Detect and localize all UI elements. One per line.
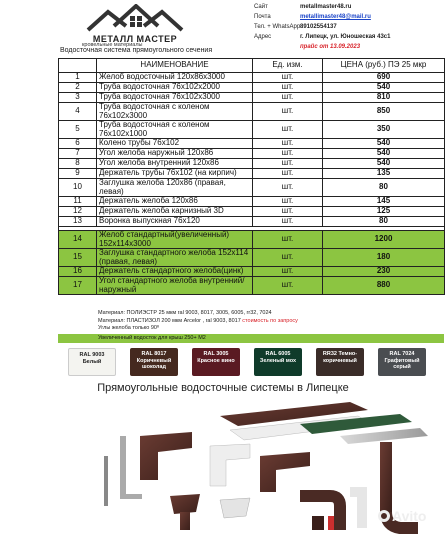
swatch-name: Коричневый шоколад — [136, 357, 172, 370]
color-swatch — [254, 348, 302, 376]
color-swatch — [68, 348, 116, 376]
row-unit: шт. — [253, 207, 323, 217]
swatch-code: RAL 7024 — [389, 351, 415, 357]
phone-number[interactable]: 89102554137 — [300, 24, 337, 30]
note-angles: Углы желоба только 90º — [98, 325, 159, 331]
row-name: Труба водосточная с коленом 76х102х3000 — [97, 103, 253, 121]
table-row — [59, 249, 445, 267]
row-price: 540 — [323, 149, 445, 159]
table-header-row — [59, 59, 445, 73]
price-date — [254, 44, 444, 54]
row-number: 11 — [59, 197, 97, 207]
row-unit: шт. — [253, 121, 323, 139]
row-name: Колено трубы 76х102 — [97, 139, 253, 149]
swatch-code: RAL 9003 — [79, 352, 105, 358]
brand-tagline: кровельные материалы — [82, 42, 143, 48]
row-number: 4 — [59, 103, 97, 121]
row-unit: шт. — [253, 169, 323, 179]
row-price: 80 — [323, 217, 445, 227]
row-price: 80 — [323, 179, 445, 197]
row-unit: шт. — [253, 149, 323, 159]
table-row — [59, 159, 445, 169]
row-unit: шт. — [253, 277, 323, 295]
row-number: 17 — [59, 277, 97, 295]
row-number: 3 — [59, 93, 97, 103]
row-name: Держатель желоба 120х86 — [97, 197, 253, 207]
swatch-name: Белый — [82, 358, 102, 365]
row-unit: шт. — [253, 93, 323, 103]
row-name: Держатель трубы 76х102 (на кирпич) — [97, 169, 253, 179]
col-header-unit: Ед. изм. — [253, 59, 323, 73]
table-row — [59, 121, 445, 139]
row-number: 10 — [59, 179, 97, 197]
row-name: Угол желоба наружный 120х86 — [97, 149, 253, 159]
row-price: 540 — [323, 83, 445, 93]
row-price: 145 — [323, 197, 445, 207]
contact-phone: Тел. + WhatsApp 89102554137 — [254, 24, 337, 30]
table-row — [59, 277, 445, 295]
color-swatch — [378, 348, 426, 376]
swatch-name: Графитовый серый — [384, 357, 420, 370]
swatch-name: Зеленый мох — [259, 357, 297, 364]
row-name: Труба водосточная с коленом 76х102х1000 — [97, 121, 253, 139]
row-price: 125 — [323, 207, 445, 217]
row-unit: шт. — [253, 83, 323, 93]
color-swatch — [130, 348, 178, 376]
contact-site: Сайт metallmaster48.ru — [254, 4, 352, 10]
price-date-text: прайс от 13.09.2023 — [300, 44, 361, 50]
page-subtitle: Водосточная система прямоугольного сечения — [60, 47, 213, 54]
row-name: Заглушка желоба 120х86 (правая, левая) — [97, 179, 253, 197]
row-name: Угол желоба внутренний 120х86 — [97, 159, 253, 169]
swatch-code: RAL 6005 — [265, 351, 291, 357]
house-roof-icon — [80, 4, 190, 36]
table-row — [59, 217, 445, 227]
swatch-name: коричневый — [323, 357, 357, 364]
table-row — [59, 149, 445, 159]
row-price: 180 — [323, 249, 445, 267]
table-row — [59, 103, 445, 121]
color-swatch — [316, 348, 364, 376]
color-swatches — [58, 348, 444, 378]
row-price: 135 — [323, 169, 445, 179]
row-number: 9 — [59, 169, 97, 179]
row-number: 5 — [59, 121, 97, 139]
row-number: 16 — [59, 267, 97, 277]
row-name: Угол стандартного желоба внутренний/наружный — [97, 277, 253, 295]
brand-name: МЕТАЛЛ МАСТЕР — [92, 34, 178, 44]
row-number: 2 — [59, 83, 97, 93]
col-header-price: ЦЕНА (руб.) ПЭ 25 мкр — [323, 59, 445, 73]
table-row — [59, 197, 445, 207]
avito-logo-icon — [378, 510, 390, 522]
row-unit: шт. — [253, 217, 323, 227]
row-number: 12 — [59, 207, 97, 217]
row-name: Держатель желоба карнизный 3D — [97, 207, 253, 217]
row-number: 14 — [59, 231, 97, 249]
table-row — [59, 267, 445, 277]
row-unit: шт. — [253, 139, 323, 149]
table-row — [59, 169, 445, 179]
table-row — [59, 83, 445, 93]
material-notes — [98, 310, 298, 333]
swatch-code: RAL 3005 — [203, 351, 229, 357]
table-row — [59, 179, 445, 197]
row-name: Заглушка стандартного желоба 152х114 (правая, левая) — [97, 249, 253, 267]
note-polyester: Материал: ПОЛИЭСТР 25 мкм ral 9003, 8017, 3005, 6005, rr32, 7024 — [98, 310, 272, 316]
address-text: г. Липецк, ул. Юношеская 43с1 — [300, 34, 391, 40]
row-price: 540 — [323, 139, 445, 149]
row-name: Желоб стандартный(увеличенный) 152х114х3000 — [97, 231, 253, 249]
swatch-name: Красное вино — [197, 357, 235, 364]
swatch-code: RAL 8017 — [141, 351, 167, 357]
row-name: Держатель стандартного желоба(цинк) — [97, 267, 253, 277]
row-number: 15 — [59, 249, 97, 267]
row-name: Труба водосточная 76х102х3000 — [97, 93, 253, 103]
row-price: 230 — [323, 267, 445, 277]
row-unit: шт. — [253, 159, 323, 169]
row-name: Труба водосточная 76х102х2000 — [97, 83, 253, 93]
site-link[interactable]: metallmaster48.ru — [300, 4, 352, 10]
row-number: 8 — [59, 159, 97, 169]
row-unit: шт. — [253, 267, 323, 277]
row-unit: шт. — [253, 197, 323, 207]
row-number: 6 — [59, 139, 97, 149]
row-price: 850 — [323, 103, 445, 121]
row-unit: шт. — [253, 179, 323, 197]
color-swatch — [192, 348, 240, 376]
table-row — [59, 93, 445, 103]
contact-address: Адрес г. Липецк, ул. Юношеская 43с1 — [254, 34, 391, 40]
row-unit: шт. — [253, 249, 323, 267]
row-price: 810 — [323, 93, 445, 103]
row-price: 690 — [323, 73, 445, 83]
col-header-name: НАИМЕНОВАНИЕ — [97, 59, 253, 73]
col-header-num — [59, 59, 97, 73]
swatch-code: RR32 Темно- — [322, 351, 358, 357]
row-number: 1 — [59, 73, 97, 83]
row-unit: шт. — [253, 103, 323, 121]
row-number: 13 — [59, 217, 97, 227]
table-row — [59, 207, 445, 217]
row-name: Желоб водосточный 120х86х3000 — [97, 73, 253, 83]
price-table — [58, 58, 445, 295]
table-row — [59, 139, 445, 149]
promo-banner: Увеличенный водосток для крыш 250+ М2 — [58, 334, 444, 343]
row-price: 540 — [323, 159, 445, 169]
note-plastisol: Материал: ПЛАСТИЗОЛ 200 мкм Arcelor , ral 9003, 8017 стоимость по запросу — [98, 317, 298, 324]
row-name: Воронка выпускная 76х120 — [97, 217, 253, 227]
table-row — [59, 231, 445, 249]
products-caption: Прямоугольные водосточные системы в Липецке — [97, 382, 349, 394]
contact-email: Почта metallimaster48@mail.ru — [254, 14, 371, 20]
row-price: 350 — [323, 121, 445, 139]
row-price: 1200 — [323, 231, 445, 249]
on-request-text: стоимость по запросу — [242, 317, 298, 324]
row-unit: шт. — [253, 73, 323, 83]
table-row — [59, 73, 445, 83]
row-number: 7 — [59, 149, 97, 159]
avito-watermark: Avito — [378, 508, 426, 524]
email-link[interactable]: metallimaster48@mail.ru — [300, 14, 371, 20]
table-body — [59, 73, 445, 295]
row-price: 880 — [323, 277, 445, 295]
row-unit: шт. — [253, 231, 323, 249]
